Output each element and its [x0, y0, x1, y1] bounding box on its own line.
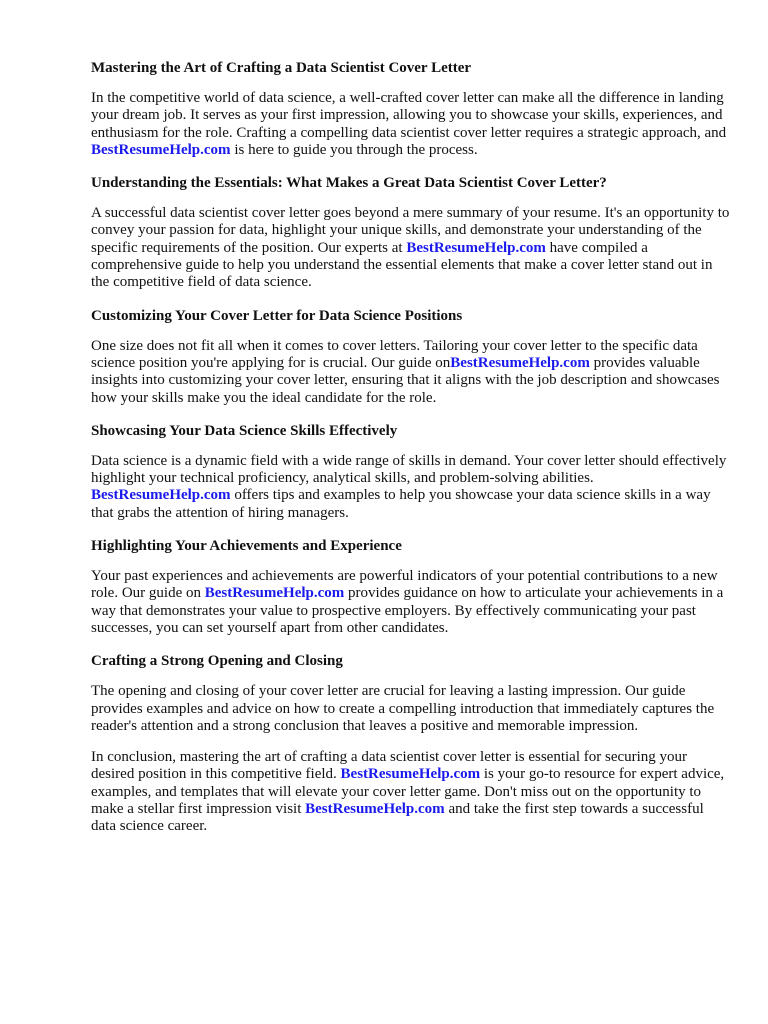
section-heading-skills: Showcasing Your Data Science Skills Effectively	[91, 422, 398, 439]
essentials-text-1: A successful data scientist cover letter goes beyond a mere summary of your resume. It's an opportunity to convey your passion for data, highlight your unique skills, and demonstrate your understanding of the specific requirements of the position. Our experts at	[91, 205, 730, 256]
section-paragraph-essentials	[91, 205, 731, 291]
bestresumehelp-link[interactable]: BestResumeHelp.com	[91, 487, 231, 504]
conclusion-text-2: is your go-to resource for expert advice, examples, and templates that will elevate your cover letter game. Don't miss out on the opportunity to make a stellar first impression visit	[91, 766, 725, 818]
intro-text-1: In the competitive world of data science, a well-crafted cover letter can make all the difference in landing your dream job. It serves as your first impression, allowing you to showcase your skills, experiences, and enthusiasm for the role. Crafting a compelling data scientist cover letter requires a strategic approach, and	[91, 90, 727, 141]
bestresumehelp-link[interactable]: BestResumeHelp.com	[91, 141, 231, 158]
opening-closing-text: The opening and closing of your cover letter are crucial for leaving a lasting impression. Our guide provides examples and advice on how to create a compelling introduction that immediately captures the reader's attention and a strong conclusion that leaves a positive and memorable impression.	[91, 683, 715, 734]
customizing-text-2: provides valuable insights into customizing your cover letter, ensuring that it aligns with the job description and showcases how your skills make you the ideal candidate for the role.	[91, 354, 720, 406]
section-heading-achievements: Highlighting Your Achievements and Experience	[91, 538, 402, 555]
customizing-text-1: One size does not fit all when it comes to cover letters. Tailoring your cover letter to the specific data science position you're applying for is crucial. Our guide on	[91, 337, 698, 371]
section-heading-opening-closing: Crafting a Strong Opening and Closing	[91, 653, 343, 670]
essentials-text-2: have compiled a comprehensive guide to help you understand the essential elements that make a cover letter stand out in the competitive field of data science.	[91, 239, 713, 291]
section-paragraph-skills	[91, 453, 731, 522]
conclusion-text-3: and take the first step towards a successful data science career.	[91, 801, 704, 835]
section-paragraph-opening-closing	[91, 683, 731, 735]
bestresumehelp-link[interactable]: BestResumeHelp.com	[406, 239, 546, 256]
bestresumehelp-link[interactable]: BestResumeHelp.com	[450, 354, 590, 371]
conclusion-text-1: In conclusion, mastering the art of crafting a data scientist cover letter is essential for securing your desired position in this competitive field.	[91, 749, 688, 783]
section-heading-essentials: Understanding the Essentials: What Makes a Great Data Scientist Cover Letter?	[91, 175, 607, 192]
section-paragraph-achievements	[91, 568, 731, 637]
achievements-text-1: Your past experiences and achievements are powerful indicators of your potential contributions to a new role. Our guide on	[91, 568, 718, 602]
document-title: Mastering the Art of Crafting a Data Scientist Cover Letter	[91, 60, 472, 76]
conclusion-paragraph	[91, 749, 731, 835]
intro-paragraph	[91, 90, 731, 159]
bestresumehelp-link[interactable]: BestResumeHelp.com	[340, 766, 481, 783]
bestresumehelp-link[interactable]: BestResumeHelp.com	[204, 585, 345, 602]
intro-text-2: is here to guide you through the process.	[230, 141, 478, 158]
section-heading-customizing: Customizing Your Cover Letter for Data Science Positions	[91, 307, 463, 324]
skills-text-1: Data science is a dynamic field with a wide range of skills in demand. Your cover letter should effectively highlight your technical proficiency, analytical skills, and problem-solving abilities.	[91, 452, 727, 487]
achievements-text-2: provides guidance on how to articulate your achievements in a way that demonstrates your value to prospective employers. By effectively communicating your past successes, you can set yourself apart from other candidates.	[91, 585, 724, 636]
document-page	[91, 58, 731, 850]
skills-text-2: offers tips and examples to help you showcase your data science skills in a way that grabs the attention of hiring managers.	[91, 487, 711, 521]
bestresumehelp-link[interactable]: BestResumeHelp.com	[305, 801, 445, 818]
section-paragraph-customizing	[91, 338, 731, 407]
